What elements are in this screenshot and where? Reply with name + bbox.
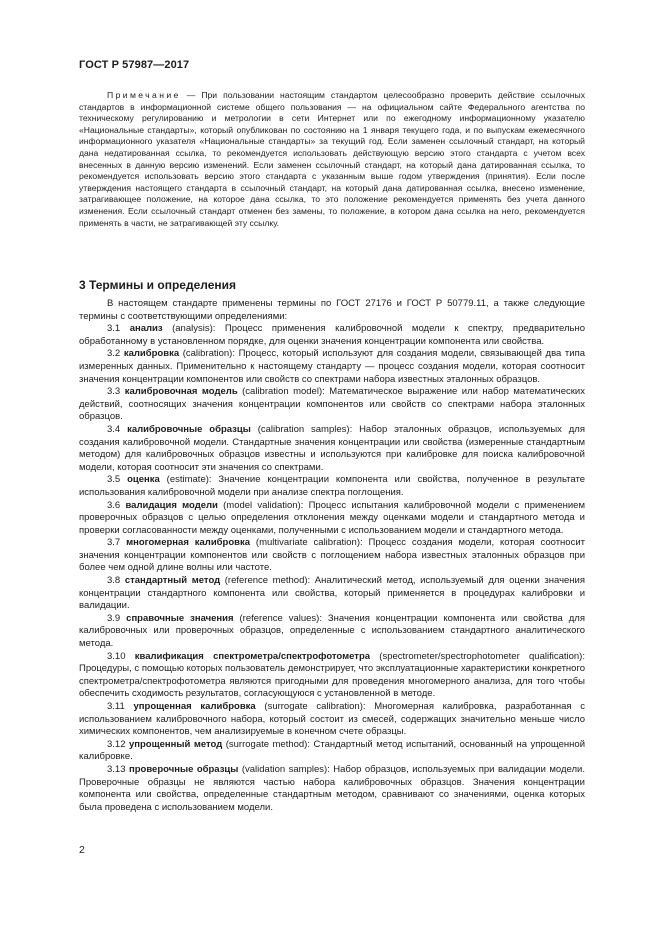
term-name: проверочные образцы [128, 763, 239, 775]
term-definition: (analysis): Процесс применения калибровочной модели к спектру, предварительно обработанному в установленном порядке, для оценки значения концентрации компонента или свойства. [79, 323, 586, 347]
term-definition: (calibration): Процесс, который используют для создания модели, связывающей два типа измеренных данных. Применительно к настоящему стандарту — процесс создания модели, которая соотносит значения концентрации компонентов или свойств со спектрами набора известных эталонных образцов. [79, 348, 586, 385]
term-number: 3.6 [107, 499, 121, 511]
term-definition: (reference values): Значения концентрации компонента или свойства для калибровочных или проверочных образцов, определенные с использованием стандартного аналитического метода. [79, 612, 585, 650]
term-name: упрощенная калибровка [133, 701, 256, 712]
term-number: 3.10 [107, 650, 126, 662]
term-entry [79, 500, 585, 538]
reference-note [79, 90, 585, 229]
term-entry [79, 764, 585, 814]
term-name: справочные значения [126, 612, 234, 624]
term-number: 3.8 [107, 575, 121, 587]
term-number: 3.2 [107, 348, 121, 360]
term-definition: (surrogate calibration): Многомерная калибровка, разработанная с использованием калибровочного набора, который состоит из смесей, содержащих значительно меньше число химических компонентов, чем анализируемые в конечном счете образцы. [79, 701, 585, 738]
page-number: 2 [79, 844, 85, 856]
term-number: 3.5 [107, 474, 121, 486]
term-definition: (calibration model): Математическое выражение или набор математических действий, соотносящих значения концентрации компонентов или свойств со спектрами набора эталонных образцов. [79, 386, 585, 423]
section-body [79, 298, 585, 814]
term-entry [79, 348, 585, 386]
term-name: квалификация спектрометра/спектрофотометра [134, 650, 371, 662]
term-definition: (multivariate calibration): Процесс создания модели, которая соотносит значения концентрации компонентов или свойств с поглощением набора известных эталонных образцов при более чем одной длине волны или частоте. [79, 537, 585, 574]
note-text: — При пользовании настоящим стандартом целесообразно проверить действие ссылочных стандартов в информационной системе общего пользования — на официальном сайте Федерального агентства по техническому регулированию и метрологии в сети Интернет или по ежегодному информационному указателю «Национальные стандарты», который опубликован по состоянию на 1 января текущего года, и по выпускам ежемесячного информационного указателя «Национальные стандарты» за текущий год. Если заменен ссылочный стандарт, на который дана недатированная ссылка, то рекомендуется использовать действующую версию этого стандарта с учетом всех внесенных в данную версию изменений. Если заменен ссылочный стандарт, на который дана датированная ссылка, то рекомендуется использовать версию этого стандарта с указанным выше годом утверждения (принятия). Если после утверждения настоящего стандарта в ссылочный стандарт, на который дана датированная ссылка, внесено изменение, затрагивающее положение, на которое дана ссылка, то это положение рекомендуется применять без учета данного изменения. Если ссылочный стандарт отменен без замены, то положение, в котором дана ссылка на него, рекомендуется применять в части, не затрагивающей эту ссылку. [79, 90, 585, 228]
term-name: валидация модели [125, 499, 218, 511]
term-name: калибровка [123, 348, 180, 360]
term-definition: (surrogate method): Стандартный метод испытаний, основанный на упрощенной калибровке. [79, 738, 586, 763]
document-header: ГОСТ Р 57987—2017 [79, 59, 190, 71]
note-label: Примечание [107, 90, 181, 100]
section-intro: В настоящем стандарте применены термины по ГОСТ 27176 и ГОСТ Р 50779.11, а также следующие термины с соответствующими определениями: [79, 298, 585, 322]
term-number: 3.3 [107, 386, 121, 398]
term-definition: (spectrometer/spectrophotometer qualification): Процедуры, с помощью которых пользователь демонстрирует, что эксплуатационные характеристики конкретного спектрометра/спектрофотометра являются пригодными для проведения многомерного анализа, для того чтобы обеспечить сходимость результатов, согласующуюся с установленной в методе. [79, 650, 585, 700]
term-entry [79, 575, 585, 613]
term-entry [79, 386, 585, 424]
term-definition: (model validation): Процесс испытания калибровочной модели с применением проверочных образцов с целью определения отклонения между оценками модели и стандартного метода и проверки согласованности между оценками, полученными с использованием модели и стандартного метода. [79, 499, 585, 536]
terms-list [79, 323, 585, 814]
term-entry [79, 613, 585, 651]
term-name: анализ [129, 323, 163, 335]
term-entry [79, 701, 585, 739]
term-number: 3.4 [107, 423, 121, 435]
term-name: упрощенный метод [128, 738, 223, 750]
term-definition: (estimate): Значение концентрации компонента или свойства, полученное в результате использования калибровочной модели при анализе спектра поглощения. [79, 474, 585, 498]
term-entry [79, 651, 585, 701]
section-heading: 3 Термины и определения [79, 278, 237, 292]
term-name: стандартный метод [124, 575, 221, 587]
term-definition: (validation samples): Набор образцов, используемых при валидации модели. Проверочные образцы не являются частью набора калибровочных образцов. Значения концентрации компонента или свойства, определенные стандартным методом, сравнивают со значениями, оценка которых была проведена с использованием модели. [79, 763, 585, 813]
term-entry [79, 537, 585, 575]
term-number: 3.13 [107, 763, 126, 775]
term-name: многомерная калибровка [126, 537, 251, 549]
term-definition: (reference method): Аналитический метод, используемый для оценки значения концентрации стандартного компонента или свойства, который применяется в процедурах калибровки и валидации. [79, 575, 585, 612]
term-number: 3.7 [107, 537, 121, 549]
term-entry [79, 323, 585, 348]
term-entry [79, 424, 585, 474]
term-number: 3.11 [107, 701, 125, 712]
term-definition: (calibration samples): Набор эталонных образцов, используемых для создания калибровочной модели. Стандартные значения концентрации или свойства (измеренные стандартным методом) для калибровочных образцов известны и используются при калибровке для поиска калибровочной модели, которая соотносит эти значения со спектрами. [79, 423, 585, 473]
term-entry [79, 474, 585, 499]
term-number: 3.9 [107, 612, 121, 624]
term-number: 3.1 [107, 323, 121, 335]
term-entry [79, 739, 585, 764]
term-name: калибровочные образцы [127, 423, 251, 435]
term-name: оценка [127, 474, 160, 486]
term-number: 3.12 [107, 738, 126, 750]
term-name: калибровочная модель [124, 386, 238, 398]
